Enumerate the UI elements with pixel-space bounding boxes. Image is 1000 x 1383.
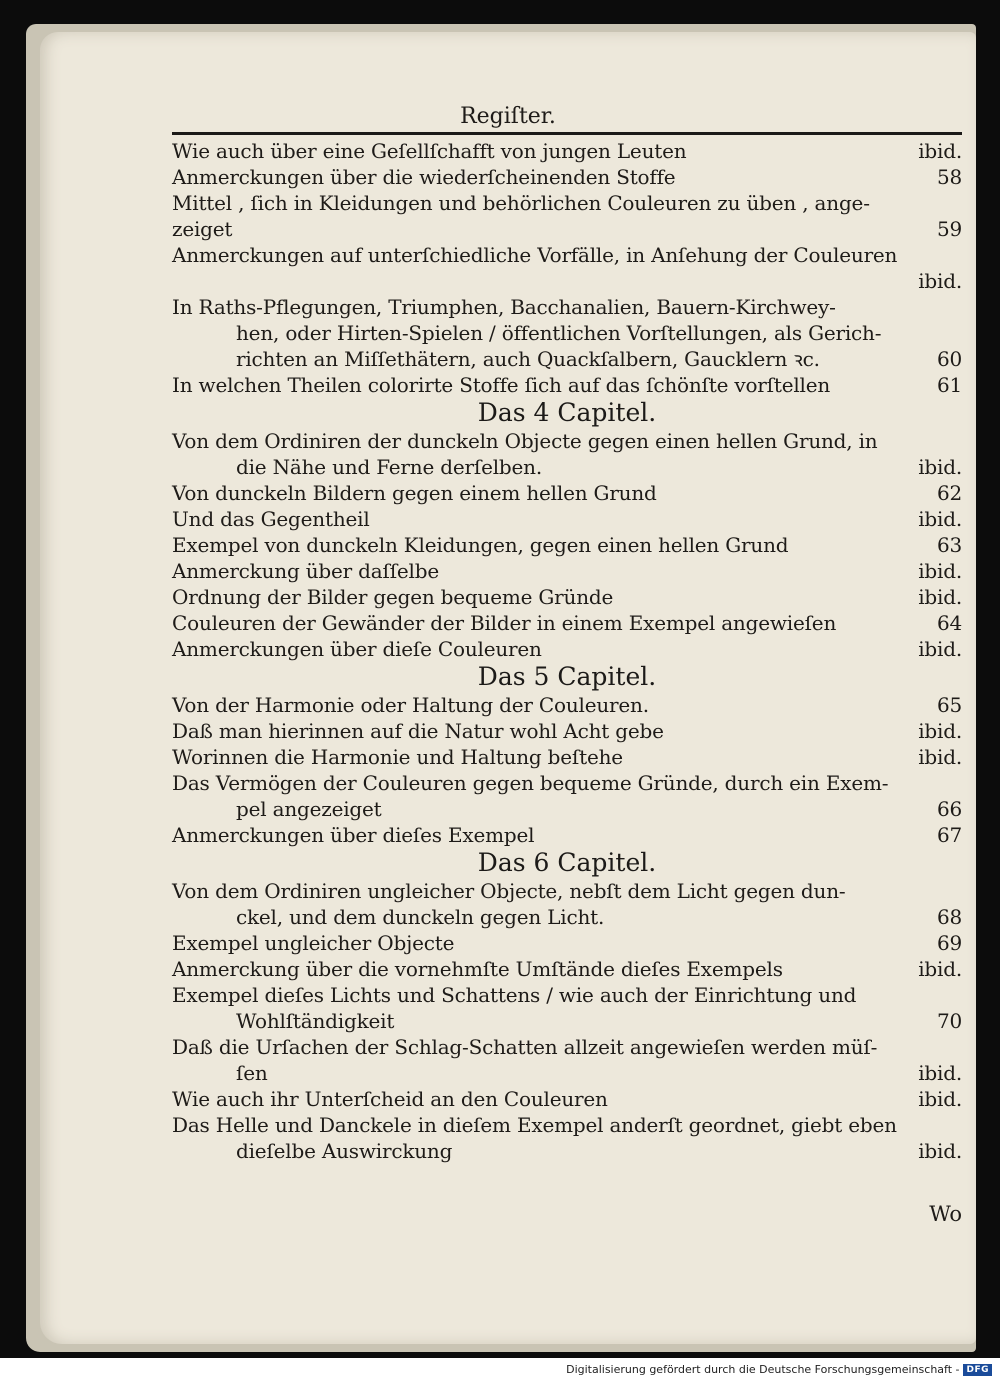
entry-text: Couleuren der Gewänder der Bilder in einem Exempel angewieſen <box>172 611 837 635</box>
entry-text: Mittel , ſich in Kleidungen und behörlichen Couleuren zu üben , ange- <box>172 191 870 215</box>
entry-text: pel angezeiget <box>236 797 382 821</box>
entry-line <box>172 372 962 398</box>
page-reference: 60 <box>936 347 962 371</box>
page-reference: ibid. <box>918 1139 962 1163</box>
funding-text: Digitalisierung gefördert durch die Deutsche Forschungsgemeinschaft - <box>566 1363 960 1376</box>
entry-line <box>172 480 962 506</box>
register-entry <box>172 1086 962 1112</box>
entry-line <box>172 268 962 294</box>
entry-text: Wie auch ihr Unterſcheid an den Couleuren <box>172 1087 608 1111</box>
entry-text: dieſelbe Auswirckung <box>236 1139 453 1163</box>
entry-text: Anmerckung über daſſelbe <box>172 559 439 583</box>
entry-line <box>172 904 962 930</box>
entry-line <box>172 428 962 454</box>
dfg-logo-icon: DFG <box>963 1364 992 1376</box>
page-reference: ibid. <box>918 637 962 661</box>
page-reference: ibid. <box>918 1061 962 1085</box>
entry-text: Und das Gegentheil <box>172 507 370 531</box>
register-entry <box>172 1112 962 1164</box>
entry-text: ſen <box>236 1061 268 1085</box>
entry-line <box>172 190 962 216</box>
register-entry <box>172 636 962 662</box>
page-reference: 59 <box>936 217 962 241</box>
entry-line <box>172 1112 962 1138</box>
page-reference: 65 <box>936 693 962 717</box>
page-reference: ibid. <box>918 585 962 609</box>
page-reference: 63 <box>936 533 962 557</box>
entry-line <box>172 610 962 636</box>
entry-line <box>172 320 962 346</box>
funding-footer <box>566 1363 992 1376</box>
page-reference: 70 <box>936 1009 962 1033</box>
entry-text: Anmerckung über die vornehmſte Umſtände dieſes Exempels <box>172 957 783 981</box>
entry-text: Anmerckungen über die wiederſcheinenden Stoffe <box>172 165 676 189</box>
entry-line <box>172 584 962 610</box>
book-leaf <box>26 24 976 1352</box>
entry-text: In Raths-Pflegungen, Triumphen, Bacchanalien, Bauern-Kirchwey- <box>172 295 836 319</box>
entry-text: Anmerckungen über dieſe Couleuren <box>172 637 542 661</box>
page-reference: 58 <box>936 165 962 189</box>
header-rule <box>172 132 962 135</box>
entry-line <box>172 1086 962 1112</box>
register-entry <box>172 138 962 164</box>
register-entry <box>172 744 962 770</box>
entry-text: Exempel von dunckeln Kleidungen, gegen einen hellen Grund <box>172 533 789 557</box>
entry-line <box>172 242 962 268</box>
page-reference: ibid. <box>918 139 962 163</box>
entry-line <box>172 506 962 532</box>
entry-text: Wie auch über eine Geſellſchafft von jungen Leuten <box>172 139 687 163</box>
page-reference: 69 <box>936 931 962 955</box>
register-entry <box>172 878 962 930</box>
register-entry <box>172 164 962 190</box>
register-entry <box>172 294 962 372</box>
page-reference: ibid. <box>918 559 962 583</box>
register-entry <box>172 822 962 848</box>
page-reference: ibid. <box>918 957 962 981</box>
entry-text: zeiget <box>172 217 233 241</box>
entry-line <box>172 636 962 662</box>
page-reference: 64 <box>936 611 962 635</box>
entry-text: In welchen Theilen colorirte Stoffe ſich auf das ſchönſte vorſtellen <box>172 373 831 397</box>
register-entry <box>172 718 962 744</box>
entry-line <box>172 744 962 770</box>
page-reference: 61 <box>936 373 962 397</box>
register-entries <box>172 138 962 1164</box>
entry-line <box>172 878 962 904</box>
entry-text: Anmerckungen über dieſes Exempel <box>172 823 535 847</box>
entry-line <box>172 930 962 956</box>
entry-text: Von dem Ordiniren ungleicher Objecte, nebſt dem Licht gegen dun- <box>172 879 846 903</box>
entry-text: Das Vermögen der Couleuren gegen bequeme Gründe, durch ein Exem- <box>172 771 889 795</box>
entry-text: Exempel ungleicher Objecte <box>172 931 455 955</box>
page-reference: ibid. <box>918 269 962 293</box>
chapter-heading: Das 6 Capitel. <box>477 848 657 877</box>
entry-line <box>172 796 962 822</box>
entry-line <box>172 822 962 848</box>
register-entry <box>172 506 962 532</box>
register-entry <box>172 692 962 718</box>
entry-line <box>172 138 962 164</box>
entry-line <box>172 454 962 480</box>
entry-line <box>172 1008 962 1034</box>
register-entry <box>172 190 962 242</box>
entry-text: hen, oder Hirten-Spielen / öffentlichen Vorſtellungen, als Gerich- <box>236 321 882 345</box>
entry-line <box>172 770 962 796</box>
page-reference: ibid. <box>918 719 962 743</box>
entry-text: Exempel dieſes Lichts und Schattens / wie auch der Einrichtung und <box>172 983 857 1007</box>
page-reference: 66 <box>936 797 962 821</box>
entry-line <box>172 982 962 1008</box>
entry-line <box>172 216 962 242</box>
register-entry <box>172 982 962 1034</box>
chapter-heading: Das 5 Capitel. <box>477 662 657 691</box>
entry-text: Daß man hierinnen auf die Natur wohl Acht gebe <box>172 719 664 743</box>
chapter-heading: Das 4 Capitel. <box>477 398 657 427</box>
page-reference: ibid. <box>918 745 962 769</box>
entry-line <box>172 718 962 744</box>
register-entry <box>172 930 962 956</box>
page-reference: 67 <box>936 823 962 847</box>
register-entry <box>172 428 962 480</box>
entry-line <box>172 558 962 584</box>
entry-text: Wohlſtändigkeit <box>236 1009 395 1033</box>
page-reference: ibid. <box>918 455 962 479</box>
entry-text: Anmerckungen auf unterſchiedliche Vorfälle, in Anſehung der Couleuren <box>172 243 898 267</box>
entry-line <box>172 532 962 558</box>
entry-line <box>172 1138 962 1164</box>
entry-line <box>172 1034 962 1060</box>
entry-text: Worinnen die Harmonie und Haltung beſtehe <box>172 745 623 769</box>
entry-text: Daß die Urſachen der Schlag-Schatten allzeit angewieſen werden müſ- <box>172 1035 878 1059</box>
entry-line <box>172 346 962 372</box>
register-entry <box>172 480 962 506</box>
entry-text: Von dunckeln Bildern gegen einem hellen Grund <box>172 481 657 505</box>
page-reference: 62 <box>936 481 962 505</box>
entry-text: Von der Harmonie oder Haltung der Couleuren. <box>172 693 649 717</box>
register-entry <box>172 956 962 982</box>
entry-text: Ordnung der Bilder gegen bequeme Gründe <box>172 585 614 609</box>
register-entry <box>172 610 962 636</box>
entry-line <box>172 956 962 982</box>
catchword: Wo <box>929 1202 962 1226</box>
entry-line <box>172 1060 962 1086</box>
register-entry <box>172 242 962 294</box>
page-reference: 68 <box>936 905 962 929</box>
entry-text: die Nähe und Ferne derſelben. <box>236 455 542 479</box>
register-entry <box>172 770 962 822</box>
book-page <box>40 32 976 1344</box>
register-entry <box>172 558 962 584</box>
page-header: Regiſter. <box>460 104 556 129</box>
register-entry <box>172 1034 962 1086</box>
page-reference: ibid. <box>918 1087 962 1111</box>
entry-line <box>172 294 962 320</box>
register-entry <box>172 584 962 610</box>
entry-text: Das Helle und Danckele in dieſem Exempel anderſt geordnet, giebt eben <box>172 1113 897 1137</box>
register-entry <box>172 532 962 558</box>
entry-text: ckel, und dem dunckeln gegen Licht. <box>236 905 605 929</box>
entry-line <box>172 164 962 190</box>
entry-line <box>172 692 962 718</box>
register-entry <box>172 372 962 398</box>
entry-text: Von dem Ordiniren der dunckeln Objecte gegen einen hellen Grund, in <box>172 429 878 453</box>
page-reference: ibid. <box>918 507 962 531</box>
entry-text: richten an Miſſethätern, auch Quackſalbern, Gaucklern ꝛc. <box>236 347 820 371</box>
